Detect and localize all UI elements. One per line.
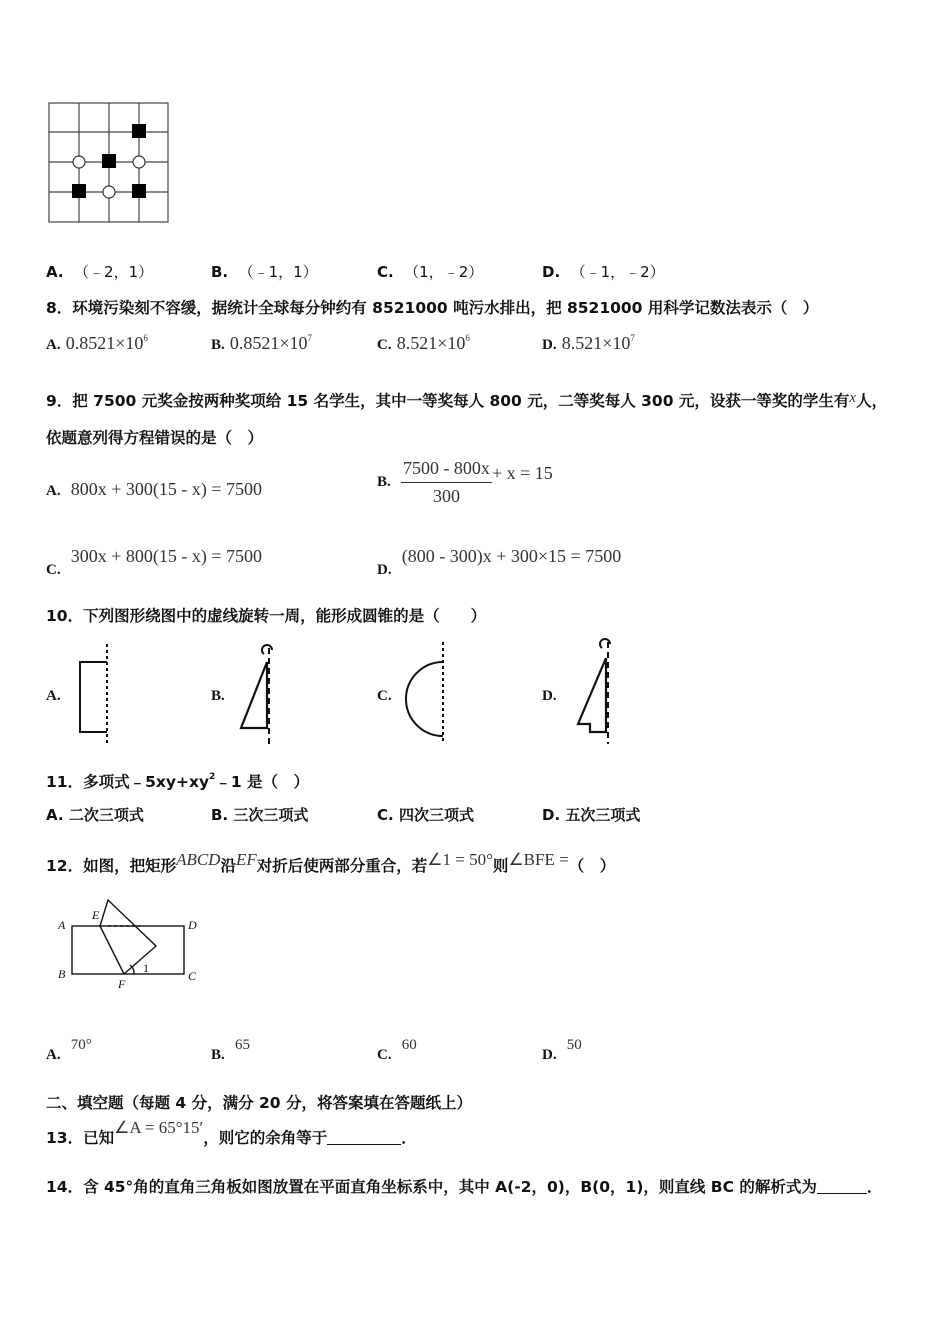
white-stone bbox=[73, 156, 85, 168]
q10-option-a-label: A. bbox=[46, 688, 61, 704]
black-stone bbox=[102, 154, 116, 168]
q10-option-d-label: D. bbox=[542, 688, 557, 704]
q12-option-a: A. 70° bbox=[46, 1037, 92, 1063]
q11-stem: 11．多项式$﹣5xy+xy^2﹣1$ 是（ ） bbox=[46, 772, 309, 791]
q10-figure-b bbox=[236, 640, 280, 748]
q9-option-a: A. 800x + 300(15 - x) = 7500 bbox=[46, 479, 263, 499]
q9-stem-line2: 依题意列得方程错误的是（ ） bbox=[46, 429, 264, 447]
black-stone bbox=[72, 184, 86, 198]
black-stone bbox=[132, 124, 146, 138]
q11-option-c: C. 四次三项式 bbox=[377, 806, 474, 824]
q10-figure-a bbox=[76, 644, 116, 746]
q12-option-c: C. 60 bbox=[377, 1037, 417, 1063]
q11-option-d: D. 五次三项式 bbox=[542, 806, 641, 824]
q8-stem: 8．环境污染刻不容缓，据统计全球每分钟约有 8521000 吨污水排出，把 8521000 用科学记数法表示（ ） bbox=[46, 299, 819, 317]
label-a: A bbox=[58, 918, 66, 932]
q9-option-d: D. (800 - 300)x + 300×15 = 7500 bbox=[377, 546, 622, 578]
q9-option-b: B. $\frac{7500 - 800x}{300}$ + x = 15 bbox=[377, 458, 553, 506]
q11-option-b: B. 三次三项式 bbox=[211, 806, 309, 824]
label-d: D bbox=[188, 918, 197, 932]
q14-stem: 14．含 45°角的直角三角板如图放置在平面直角坐标系中，其中 A(-2，0)，B(0，1)，则直线 BC 的解析式为 ． bbox=[46, 1178, 883, 1196]
section2-title: 二、填空题（每题 4 分，满分 20 分，将答案填在答题纸上） bbox=[46, 1094, 472, 1112]
q9-option-c: C. 300x + 800(15 - x) = 7500 bbox=[46, 546, 263, 578]
q14-answer-blank[interactable] bbox=[817, 1193, 867, 1194]
label-b: B bbox=[58, 967, 66, 981]
label-e: E bbox=[92, 908, 100, 922]
q8-option-b: B. $0.8521\times 10^7$ bbox=[211, 333, 313, 353]
q9-stem: 9．把 7500 元奖金按两种奖项给 15 名学生，其中一等奖每人 800 元，二等奖每人 300 元，设获一等奖的学生有x人， bbox=[46, 390, 888, 410]
label-1: 1 bbox=[143, 961, 149, 975]
q8-option-c: C. $8.521\times 10^6$ bbox=[377, 333, 470, 353]
q8-option-d: D. $8.521\times 10^7$ bbox=[542, 333, 635, 353]
q7-grid-figure bbox=[48, 102, 170, 224]
label-c: C bbox=[188, 969, 197, 983]
q11-option-a: A. 二次三项式 bbox=[46, 806, 144, 824]
q7-option-b: B. （﹣1，1） bbox=[211, 263, 318, 281]
q12-option-b: B. 65 bbox=[211, 1037, 250, 1063]
q12-rectangle-figure bbox=[56, 896, 206, 992]
q12-option-d: D. 50 bbox=[542, 1037, 582, 1063]
q7-option-c: C. （1，﹣2） bbox=[377, 263, 484, 281]
white-stone bbox=[103, 186, 115, 198]
label-f: F bbox=[118, 977, 126, 991]
q12-stem: 12．如图，把矩形ABCD沿EF对折后使两部分重合，若∠1 = 50°则∠BFE =（ ） bbox=[46, 850, 616, 875]
q7-option-d: D. （﹣1，﹣2） bbox=[542, 263, 665, 281]
q10-option-c-label: C. bbox=[377, 688, 392, 704]
q8-option-a: A. $0.8521\times 10^6$ bbox=[46, 333, 148, 353]
q10-option-b-label: B. bbox=[211, 688, 225, 704]
q7-option-a: A. （﹣2，1） bbox=[46, 263, 154, 281]
q10-figure-d bbox=[570, 634, 620, 746]
black-stone bbox=[132, 184, 146, 198]
white-stone bbox=[133, 156, 145, 168]
q10-figure-c bbox=[404, 640, 454, 746]
q10-stem: 10．下列图形绕图中的虚线旋转一周，能形成圆锥的是（ ） bbox=[46, 607, 487, 625]
q13-answer-blank[interactable] bbox=[327, 1144, 401, 1145]
q13-stem: 13．已知∠A = 65°15′，则它的余角等于 ． bbox=[46, 1118, 417, 1147]
